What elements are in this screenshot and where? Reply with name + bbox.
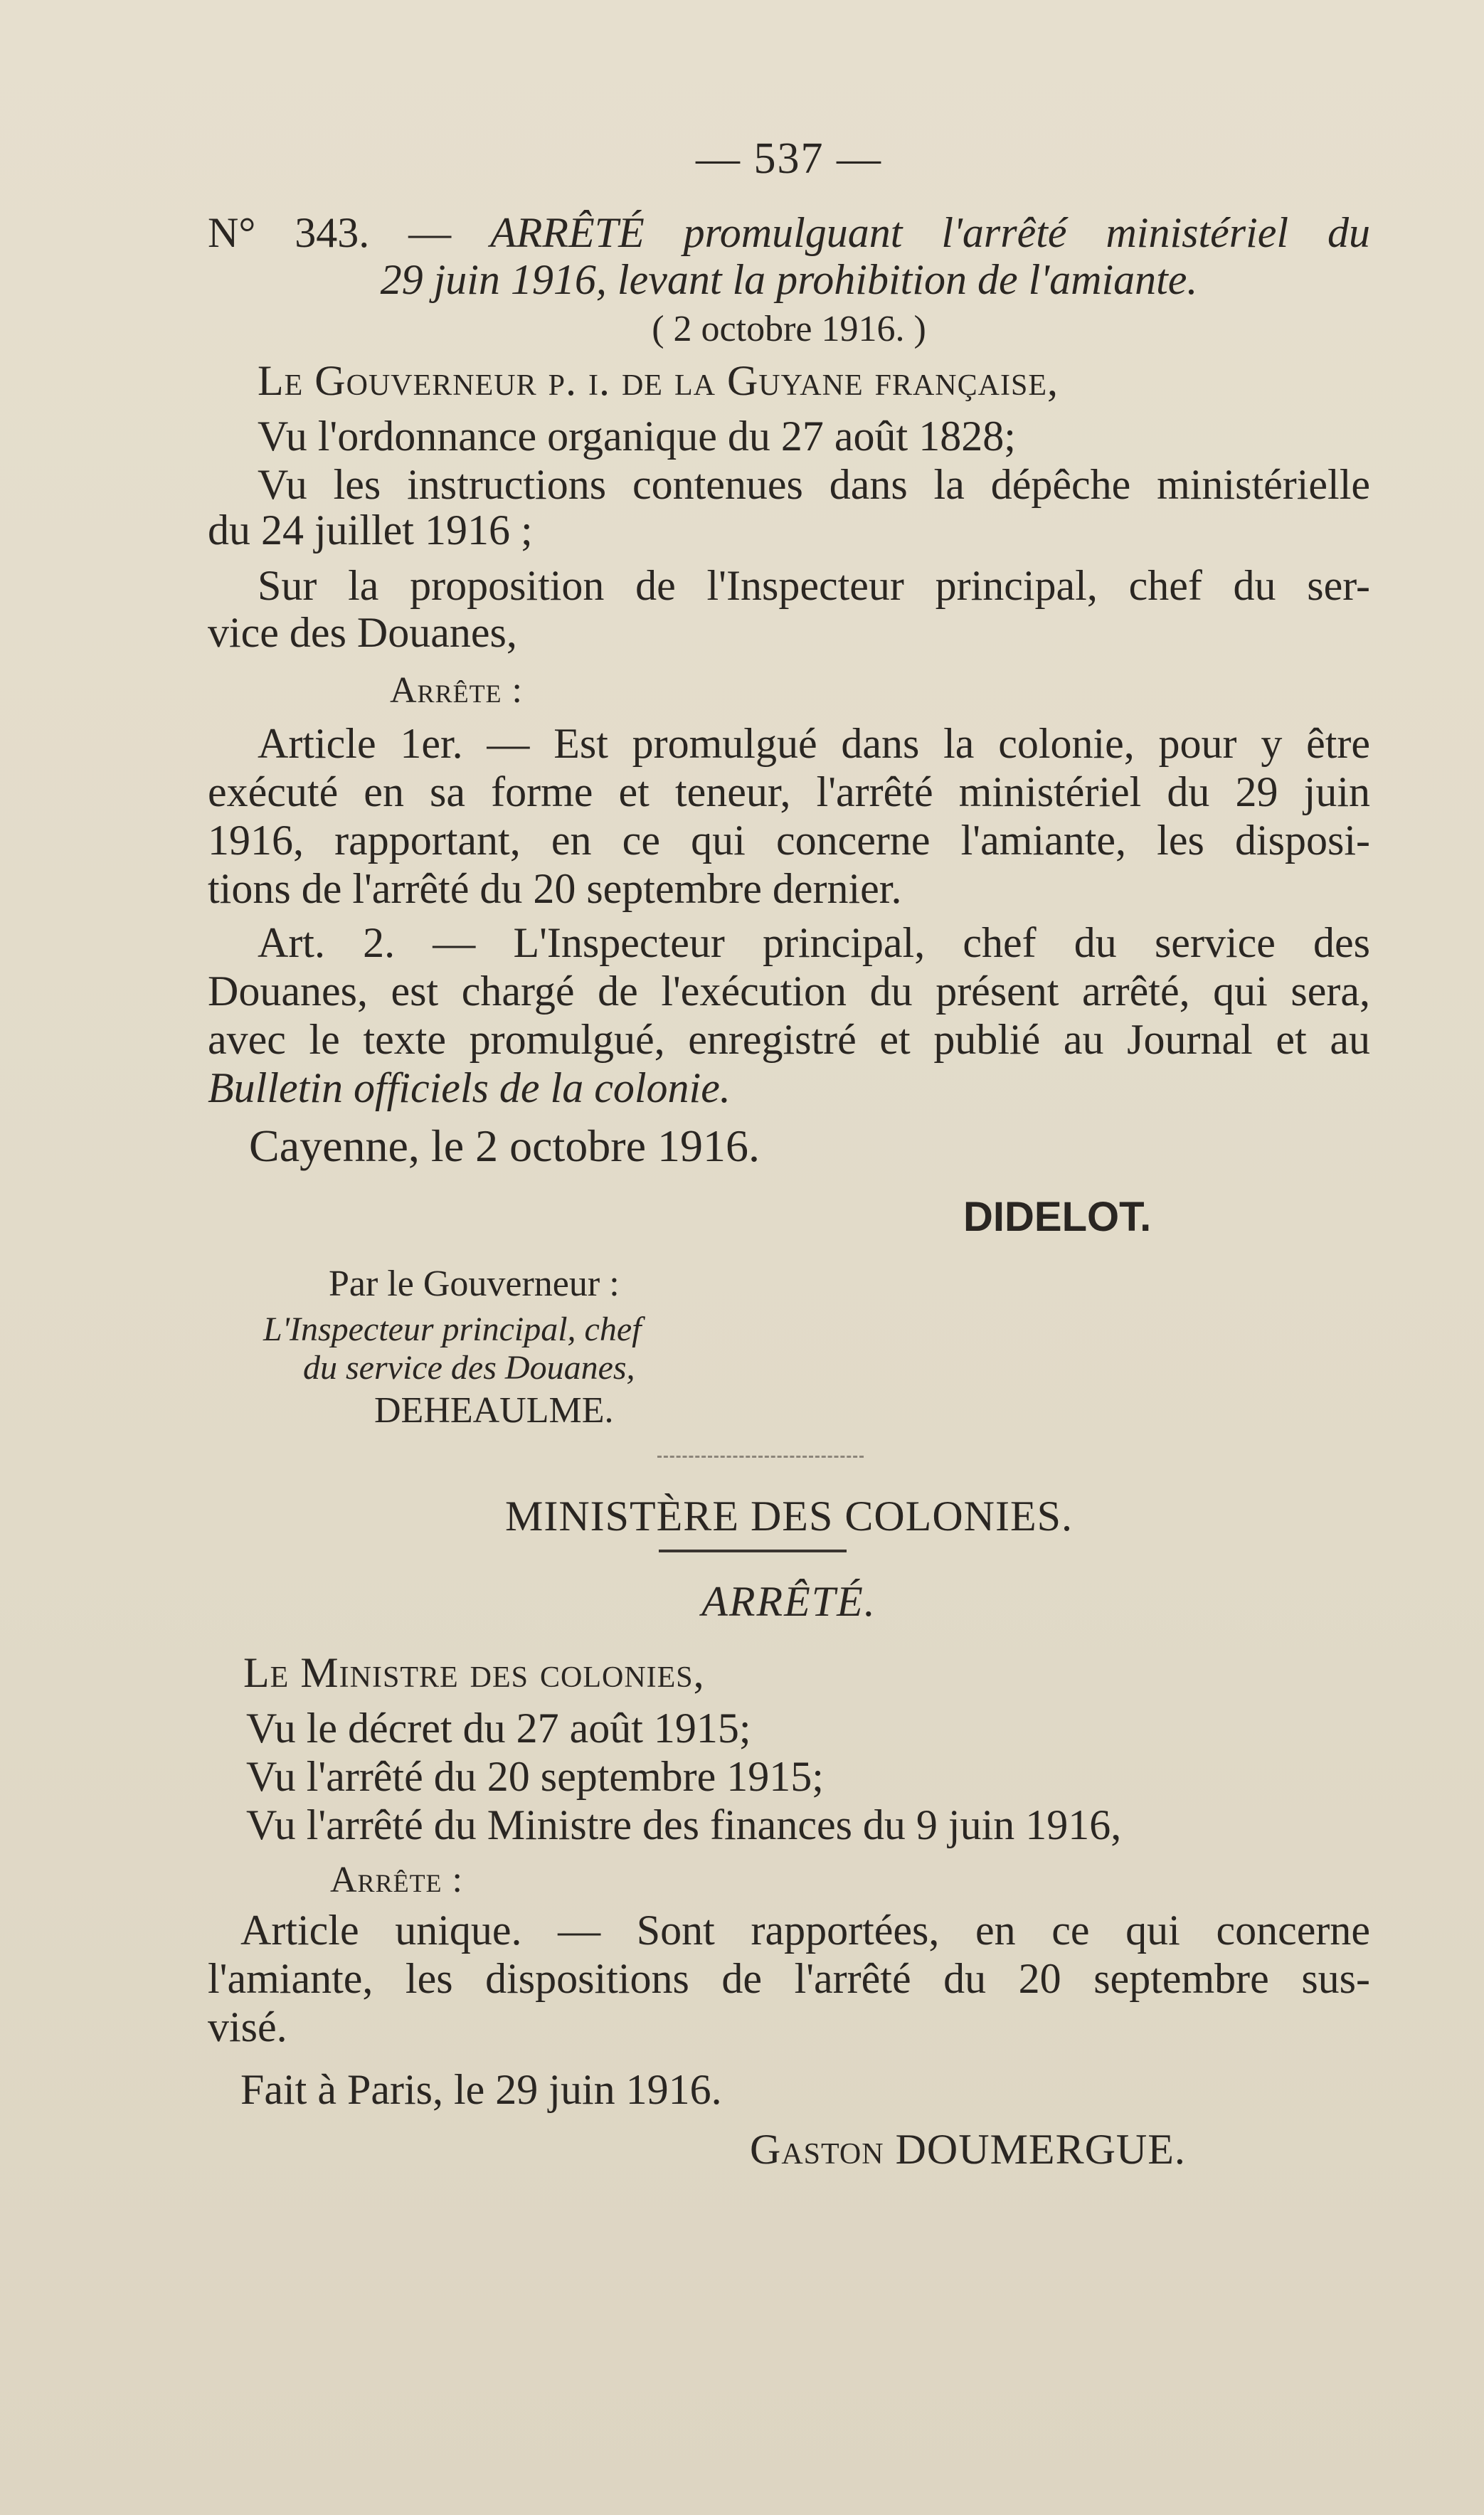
par-le-gouverneur: Par le Gouverneur : (329, 1264, 620, 1304)
ministere-arrete-title: ARRÊTÉ. (701, 1578, 876, 1625)
ministere-heading: MINISTÈRE DES COLONIES. (505, 1493, 1073, 1540)
ministre-opening: Le Ministre des colonies, (243, 1649, 705, 1696)
paris-date: Fait à Paris, le 29 juin 1916. (240, 2066, 722, 2113)
article-1-line-1: Article 1er. — Est promulgué dans la colonie, pour y être (258, 720, 1370, 767)
article-2-line-3: avec le texte promulgué, enregistré et publié au Journal et au (208, 1016, 1370, 1063)
heading-rule (659, 1550, 847, 1552)
act-title-line-2: 29 juin 1916, levant la prohibition de l'amiante. (380, 256, 1198, 303)
vu-decret: Vu le décret du 27 août 1915; (246, 1705, 751, 1752)
article-unique-line-2: l'amiante, les dispositions de l'arrêté du 20 septembre sus- (208, 1955, 1370, 2002)
vu-instructions-line-1: Vu les instructions contenues dans la dépêche ministérielle (258, 461, 1370, 508)
article-1-line-3: 1916, rapportant, en ce qui concerne l'amiante, les disposi- (208, 817, 1370, 864)
vu-arrete-septembre: Vu l'arrêté du 20 septembre 1915; (246, 1753, 824, 1800)
signature-didelot: DIDELOT. (963, 1194, 1152, 1240)
article-unique-line-3: visé. (208, 2003, 287, 2050)
act-title-line-1 (208, 209, 1370, 256)
vu-ordonnance: Vu l'ordonnance organique du 27 août 1828; (258, 413, 1016, 460)
article-2-line-4: Bulletin officiels de la colonie. (208, 1064, 731, 1111)
act-number: N° 343. — (208, 209, 452, 256)
article-2-line-2: Douanes, est chargé de l'exécution du présent arrêté, qui sera, (208, 968, 1370, 1015)
vu-arrete-finances: Vu l'arrêté du Ministre des finances du 9 juin 1916, (246, 1801, 1122, 1848)
act-date: ( 2 octobre 1916. ) (652, 309, 926, 349)
sur-proposition-line-1: Sur la proposition de l'Inspecteur principal, chef du ser- (258, 562, 1370, 609)
arrete-heading: Arrête : (390, 670, 523, 711)
signature-deheaulme: DEHEAULME. (374, 1390, 614, 1431)
article-1-line-4: tions de l'arrêté du 20 septembre dernier. (208, 865, 902, 912)
article-2-line-1: Art. 2. — L'Inspecteur principal, chef du service des (258, 919, 1370, 966)
page-number: — 537 — (696, 134, 882, 183)
section-separator (657, 1456, 864, 1458)
cayenne-date: Cayenne, le 2 octobre 1916. (249, 1121, 760, 1171)
act-title: ARRÊTÉ promulguant l'arrêté ministériel du (490, 209, 1371, 256)
article-unique-line-1: Article unique. — Sont rapportées, en ce qui concerne (240, 1907, 1370, 1954)
inspecteur-line-2: du service des Douanes, (303, 1349, 635, 1387)
sur-proposition-line-2: vice des Douanes, (208, 609, 517, 656)
gouverneur-opening: Le Gouverneur p. i. de la Guyane française, (258, 357, 1059, 404)
vu-instructions-line-2: du 24 juillet 1916 ; (208, 507, 533, 554)
ministere-arrete-heading: Arrête : (330, 1860, 463, 1900)
signature-doumergue: Gaston DOUMERGUE. (750, 2126, 1186, 2173)
inspecteur-line-1: L'Inspecteur principal, chef (263, 1311, 642, 1348)
article-1-line-2: exécuté en sa forme et teneur, l'arrêté ministériel du 29 juin (208, 768, 1370, 815)
